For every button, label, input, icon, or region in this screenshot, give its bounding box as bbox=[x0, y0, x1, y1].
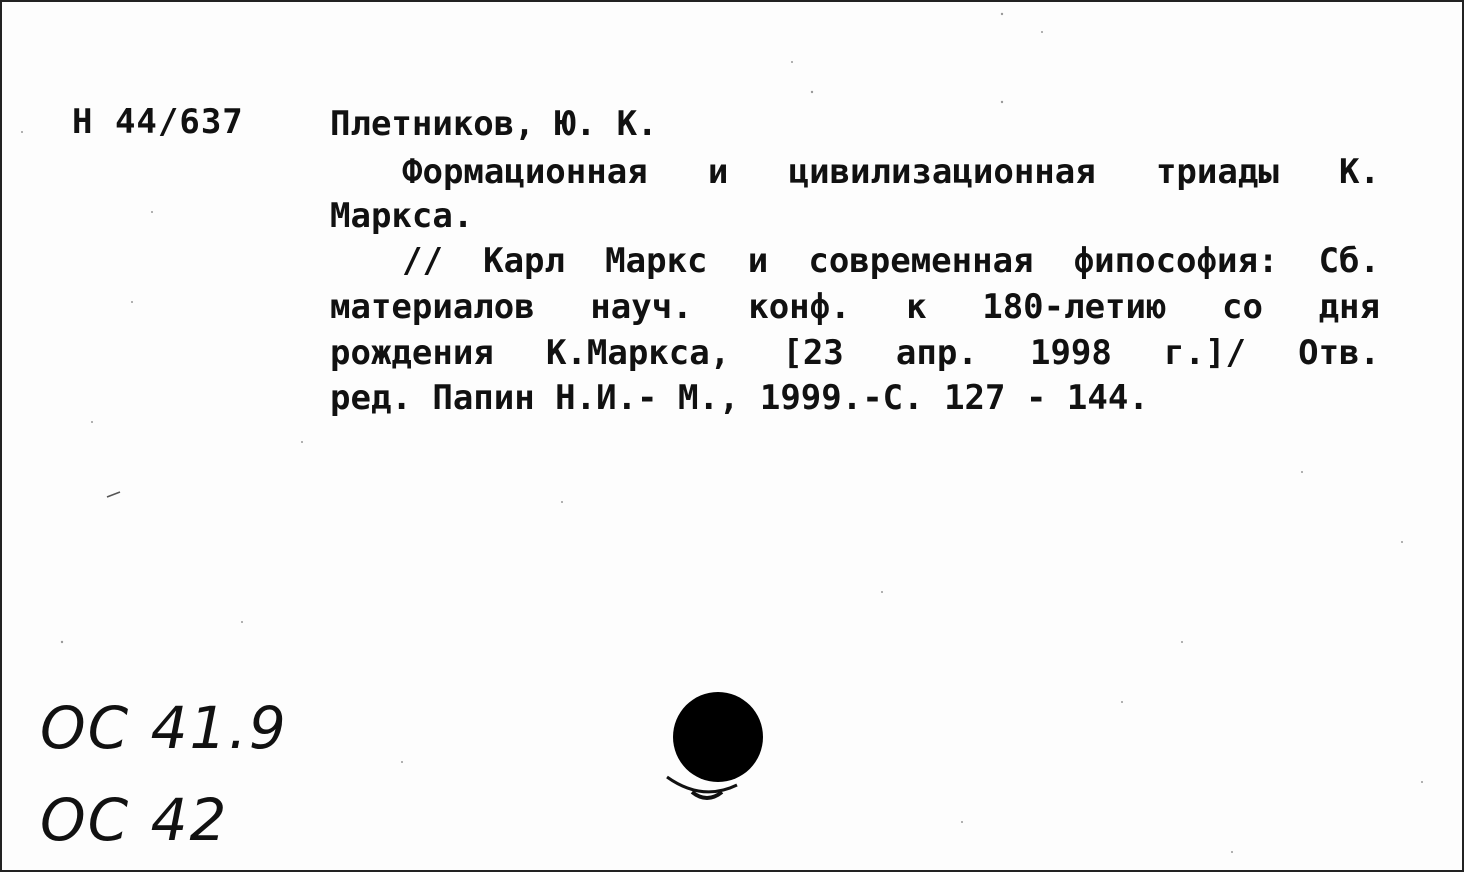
author: Плетников, Ю. К. bbox=[330, 104, 658, 144]
source-part-4: ред. Папин Н.И.- М., 1999.-С. 127 - 144. bbox=[330, 378, 1149, 418]
title-line-1 bbox=[402, 150, 1380, 195]
source-line-1 bbox=[402, 239, 1380, 284]
handwritten-note-1: ОС 41.9 bbox=[40, 694, 288, 762]
punch-hole bbox=[673, 692, 763, 782]
source-line-3 bbox=[330, 331, 1380, 376]
source-part-3: рождения К.Маркса, [23 апр. 1998 г.]/ Отв. bbox=[330, 333, 1380, 373]
title-part-1: Формационная и цивилизационная триады К. bbox=[402, 152, 1380, 192]
handwritten-note-2: ОС 42 bbox=[40, 786, 229, 854]
source-part-1: // Карл Маркс и современная фипософия: Сб. bbox=[402, 241, 1380, 281]
title-line-2 bbox=[330, 194, 1380, 239]
shelfmark: Н 44/637 bbox=[72, 102, 244, 142]
source-part-2: материалов науч. конф. к 180-летию со дня bbox=[330, 287, 1380, 327]
source-line-4 bbox=[330, 376, 1380, 421]
title-part-2: Маркса. bbox=[330, 196, 474, 236]
author-line bbox=[330, 102, 1380, 147]
source-line-2 bbox=[330, 285, 1380, 330]
